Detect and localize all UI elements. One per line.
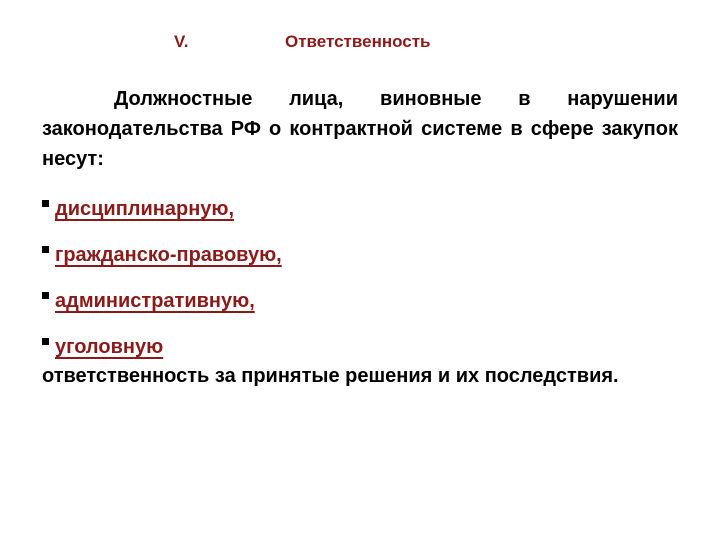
square-bullet-icon — [42, 338, 49, 345]
list-item — [42, 278, 678, 324]
square-bullet-icon — [42, 200, 49, 207]
section-title: Ответственность — [285, 32, 431, 51]
intro-paragraph: Должностные лица, виновные в нарушении законодательства РФ о контрактной системе в сфере закупок несут: — [42, 88, 678, 170]
outro-paragraph: ответственность за принятые решения и их последствия. — [42, 365, 619, 387]
list-item — [42, 186, 678, 232]
liability-link-disciplinary[interactable]: дисциплинарную, — [55, 198, 235, 220]
list-item — [42, 232, 678, 278]
section-heading — [0, 32, 720, 56]
liability-link-administrative[interactable]: административную, — [55, 290, 255, 312]
liability-link-civil[interactable]: гражданско-правовую, — [55, 244, 282, 266]
liability-list — [42, 186, 678, 370]
liability-link-criminal[interactable]: уголовную — [55, 336, 164, 358]
square-bullet-icon — [42, 292, 49, 299]
section-number: V. — [174, 32, 189, 51]
square-bullet-icon — [42, 246, 49, 253]
